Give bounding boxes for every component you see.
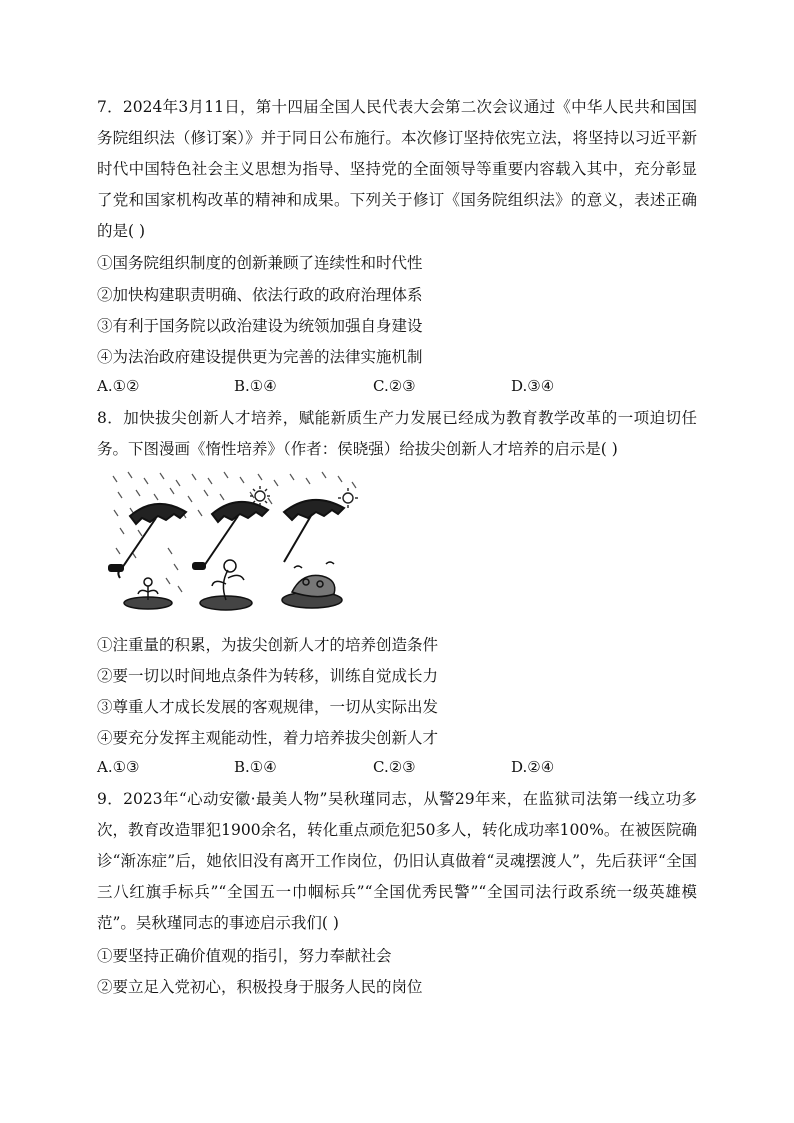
umbrella-icon bbox=[204, 502, 268, 566]
q8-option-2: ②要一切以时间地点条件为转移，训练自觉成长力 bbox=[97, 667, 439, 685]
q7-choice-d[interactable]: D.③④ bbox=[511, 377, 555, 395]
q7-choice-a[interactable]: A.①② bbox=[97, 377, 140, 395]
q7-choices bbox=[97, 377, 697, 399]
rain-pattern bbox=[113, 472, 356, 592]
q7-choice-b[interactable]: B.①④ bbox=[234, 377, 277, 395]
q8-option-4: ④要充分发挥主观能动性，着力培养拔尖创新人才 bbox=[97, 729, 439, 747]
q7-option-3: ③有利于国务院以政治建设为统领加强自身建设 bbox=[97, 317, 423, 335]
q8-choice-a[interactable]: A.①③ bbox=[97, 758, 140, 776]
q7-option-2: ②加快构建职责明确、依法行政的政府治理体系 bbox=[97, 286, 423, 304]
q9-stem: 9．2023年“心动安徽·最美人物”吴秋瑾同志，从警29年来，在监狱司法第一线立功多次，教育改造罪犯1900余名，转化重点顽危犯50多人，转化成功率100%。在被医院确诊“渐冻症”后，她依旧没有离开工作岗位，仍旧认真做着“灵魂摆渡人”，先后获评“全国三八红旗手标兵”“全国五一巾帼标兵”“全国优秀民警”“全国司法行政系统一级英雄模范”。吴秋瑾同志的事迹启示我们( ) bbox=[97, 790, 697, 932]
sprout-small bbox=[124, 578, 172, 609]
q7-option-4: ④为法治政府建设提供更为完善的法律实施机制 bbox=[97, 348, 423, 366]
hand-icon bbox=[192, 562, 206, 570]
hand-icon bbox=[108, 564, 124, 572]
q8-option-3: ③尊重人才成长发展的客观规律，一切从实际出发 bbox=[97, 698, 439, 716]
q8-option-1: ①注重量的积累，为拔尖创新人才的培养创造条件 bbox=[97, 636, 439, 654]
q7-stem: 7．2024年3月11日，第十四届全国人民代表大会第二次会议通过《中华人民共和国国务院组织法（修订案）》并于同日公布施行。本次修订坚持依宪立法，将坚持以习近平新时代中国特色社会主义思想为指导、坚持党的全面领导等重要内容载入其中，充分彰显了党和国家机构改革的精神和成果。下列关于修订《国务院组织法》的意义，表述正确的是( ) bbox=[97, 98, 697, 240]
q7-option-1: ①国务院组织制度的创新兼顾了连续性和时代性 bbox=[97, 254, 423, 272]
q8-choice-d[interactable]: D.②④ bbox=[511, 758, 555, 776]
q8-stem: 8．加快拔尖创新人才培养，赋能新质生产力发展已经成为教育教学改革的一项迫切任务。下图漫画《惰性培养》（作者：侯晓强）给拔尖创新人才培养的启示是( ) bbox=[97, 409, 697, 458]
cartoon-image bbox=[108, 468, 364, 618]
q9-option-1: ①要坚持正确价值观的指引，努力奉献社会 bbox=[97, 947, 392, 965]
q8-choice-b[interactable]: B.①④ bbox=[234, 758, 277, 776]
q7-choice-c[interactable]: C.②③ bbox=[373, 377, 416, 395]
sprout-medium bbox=[200, 560, 252, 610]
umbrella-icon bbox=[284, 500, 344, 562]
q8-choice-c[interactable]: C.②③ bbox=[373, 758, 416, 776]
q8-choices bbox=[97, 758, 697, 780]
sprout-wilted bbox=[282, 562, 342, 608]
q9-option-2: ②要立足入党初心，积极投身于服务人民的岗位 bbox=[97, 978, 423, 996]
